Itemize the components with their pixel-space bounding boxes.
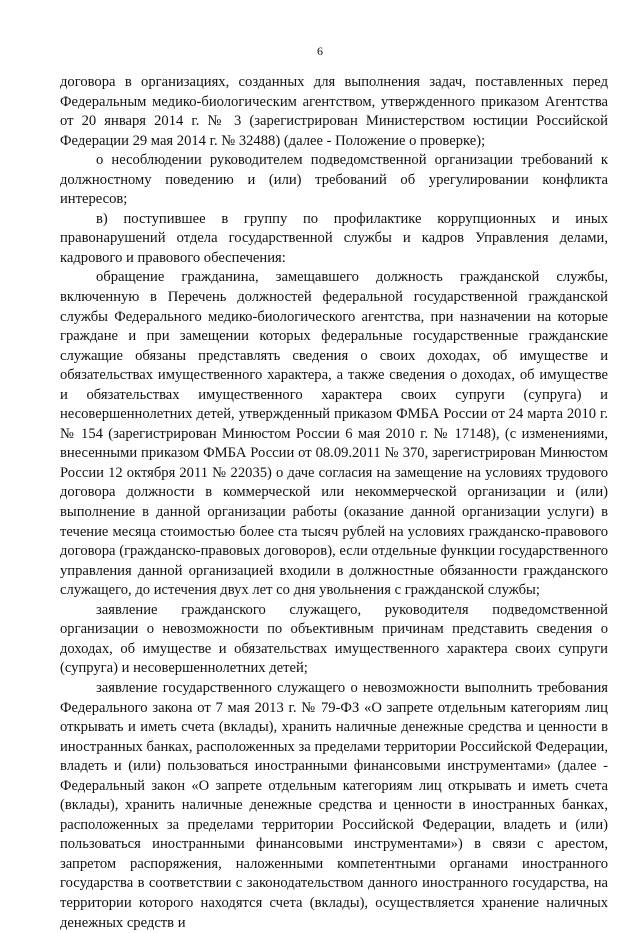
paragraph-4: обращение гражданина, замещавшего должность гражданской службы, включенную в Перечень должностей федеральной государственной гражданской службы Федерального медико-биологического агентства, при назначении на которые граждане и при замещении которых федеральные государственные гражданские служащие обязаны представлять сведения о своих доходах, об имуществе и обязательствах имущественного характера, а также сведения о доходах, об имуществе и обязательствах имущественного характера своих супруги (супруга) и несовершеннолетних детей, утвержденный приказом ФМБА России от 24 марта 2010 г. № 154 (зарегистрирован Минюстом России 6 мая 2010 г. № 17148), (с изменениями, внесенными приказом ФМБА России от 08.09.2011 № 370, зарегистрирован Минюстом России 12 октября 2011 № 22035) о даче согласия на замещение на условиях трудового договора должности в коммерческой или некоммерческой организации и (или) выполнение в данной организации работы (оказание данной организации услуги) в течение месяца стоимостью более ста тысяч рублей на условиях гражданско-правового договора (гражданско-правовых договоров), если отдельные функции государственного управления данной организацией входили в должностные обязанности гражданского служащего, до истечения двух лет со дня увольнения с гражданской службы;	[60, 269, 608, 599]
document-body	[60, 73, 608, 933]
paragraph-2: о несоблюдении руководителем подведомственной организации требований к должностному поведению и (или) требований об урегулировании конфликта интересов;	[60, 152, 608, 208]
paragraph-1: договора в организациях, созданных для выполнения задач, поставленных перед Федеральным медико-биологическим агентством, утвержденного приказом Агентства от 20 января 2014 г. № 3 (зарегистрирован Министерством юстиции Российской Федерации 29 мая 2014 г. № 32488) (далее - Положение о проверке);	[60, 74, 608, 149]
paragraph-6: заявление государственного служащего о невозможности выполнить требования Федерального закона от 7 мая 2013 г. № 79-ФЗ «О запрете отдельным категориям лиц открывать и иметь счета (вклады), хранить наличные денежные средства и ценности в иностранных банках, расположенных за пределами территории Российской Федерации, владеть и (или) пользоваться иностранными финансовыми инструментами» (далее - Федеральный закон «О запрете отдельным категориям лиц открывать и иметь счета (вклады), хранить наличные денежные средства и ценности в иностранных банках, расположенных за пределами территории Российской Федерации, владеть и (или) пользоваться иностранными финансовыми инструментами») в связи с арестом, запретом распоряжения, наложенными компетентными органами иностранного государства в соответствии с законодательством данного иностранного государства, на территории которого находятся счета (вклады), осуществляется хранение наличных денежных средств и	[60, 679, 608, 931]
page-number: 6	[317, 44, 323, 58]
paragraph-5: заявление гражданского служащего, руководителя подведомственной организации о невозможности по объективным причинам представить сведения о доходах, об имуществе и обязательствах имущественного характера своих супруги (супруга) и несовершеннолетних детей;	[60, 601, 608, 677]
paragraph-3: в) поступившее в группу по профилактике коррупционных и иных правонарушений отдела государственной службы и кадров Управления делами, кадрового и правового обеспечения:	[60, 210, 608, 266]
